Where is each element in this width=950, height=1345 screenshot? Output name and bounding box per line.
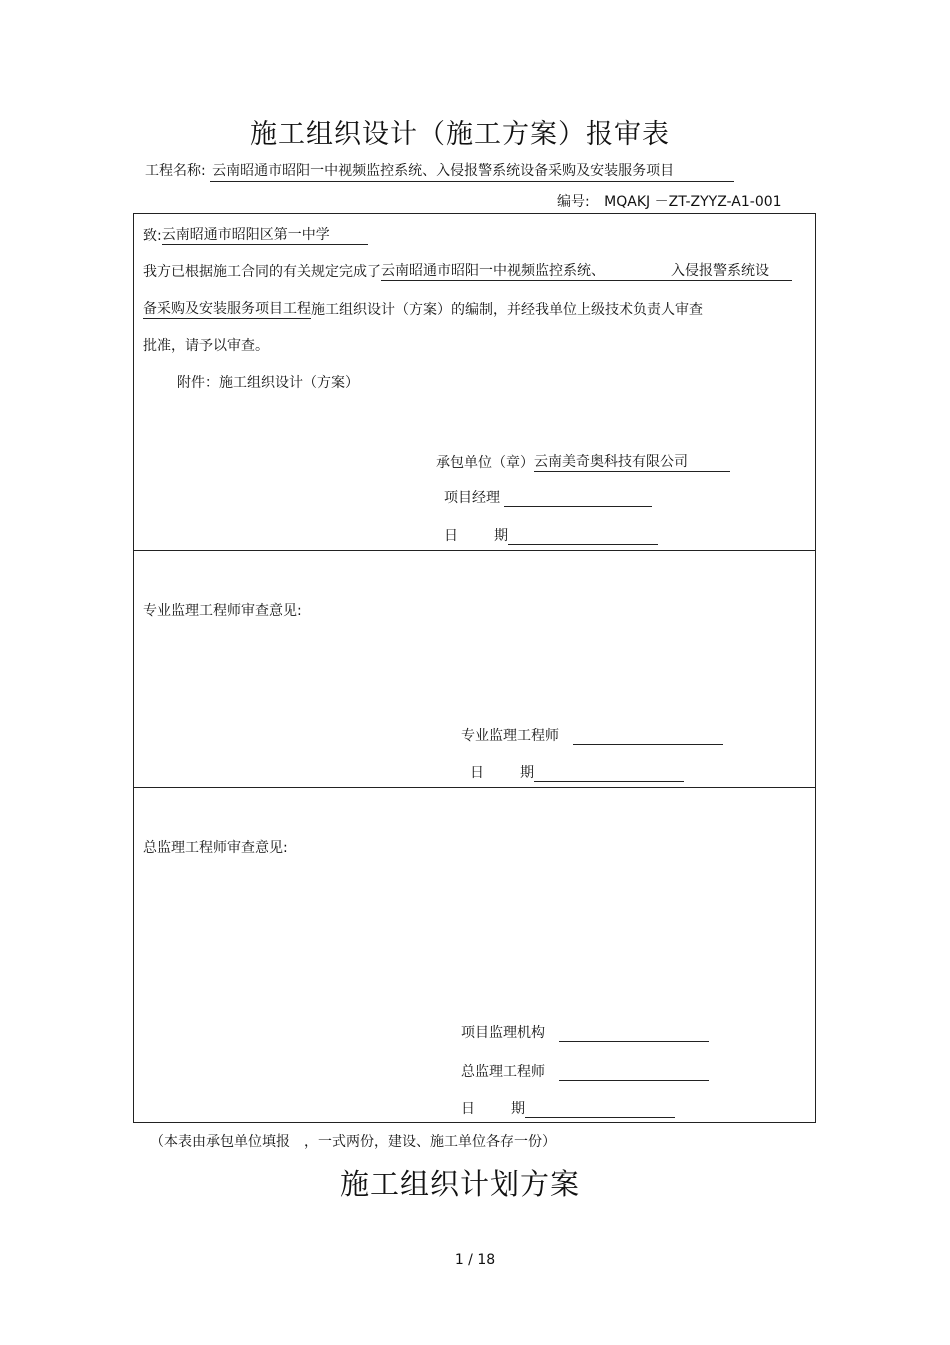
project-name-inline-part-3: 备采购及安装服务项目工程 xyxy=(143,298,311,319)
date-label-part: 期 xyxy=(494,528,508,544)
attachment-line: 附件：施工组织设计（方案） xyxy=(177,375,359,391)
date-label-part: 日 xyxy=(461,1101,475,1117)
page-number: 1 / 18 xyxy=(454,1252,496,1268)
date-label-part: 期 xyxy=(511,1101,525,1117)
form-number-label: 编号: xyxy=(557,194,590,210)
agency-signature-line[interactable] xyxy=(559,1024,709,1042)
project-name-inline-part-2: 入侵报警系统设 xyxy=(671,263,769,279)
manager-row xyxy=(444,487,652,507)
date-line-2[interactable] xyxy=(534,764,684,782)
project-name-inline xyxy=(381,260,792,281)
chief-row xyxy=(461,1061,709,1081)
date-row-1 xyxy=(444,525,658,545)
section-divider-1 xyxy=(134,550,815,551)
section-divider-2 xyxy=(134,787,815,788)
date-line-3[interactable] xyxy=(525,1100,675,1118)
body-line-1 xyxy=(143,260,792,281)
specialist-opinion-label: 专业监理工程师审查意见: xyxy=(143,603,302,619)
review-form-table xyxy=(133,213,816,1123)
agency-row xyxy=(461,1022,709,1042)
contractor-label: 承包单位（章） xyxy=(436,455,534,471)
project-name-inline-part-1: 云南昭通市昭阳一中视频监控系统、 xyxy=(381,263,605,279)
body-text: 我方已根据施工合同的有关规定完成了 xyxy=(143,264,381,280)
addressee-label: 致: xyxy=(143,228,162,244)
engineer-label: 专业监理工程师 xyxy=(461,728,559,744)
date-label-part: 期 xyxy=(520,765,534,781)
engineer-row xyxy=(461,725,723,745)
contractor-value: 云南美奇奥科技有限公司 xyxy=(534,451,730,472)
form-number-value: MQAKJ －ZT-ZYYZ-A1-001 xyxy=(604,194,782,210)
addressee-row xyxy=(143,224,368,245)
chief-label: 总监理工程师 xyxy=(461,1064,545,1080)
form-number-row xyxy=(557,191,782,211)
chief-opinion-label: 总监理工程师审查意见: xyxy=(143,840,288,856)
manager-signature-line[interactable] xyxy=(504,489,652,507)
project-name-row xyxy=(145,160,734,182)
date-line-1[interactable] xyxy=(508,527,658,545)
body-line-2 xyxy=(143,298,703,319)
plan-title: 施工组织计划方案 xyxy=(339,1167,580,1201)
addressee-value: 云南昭通市昭阳区第一中学 xyxy=(162,224,368,245)
date-label-part: 日 xyxy=(470,765,484,781)
contractor-row xyxy=(436,451,730,472)
form-title: 施工组织设计（施工方案）报审表 xyxy=(250,119,670,150)
engineer-signature-line[interactable] xyxy=(573,727,723,745)
project-name-label: 工程名称: xyxy=(145,163,206,179)
form-footnote: （本表由承包单位填报 ，一式两份，建设、施工单位各存一份） xyxy=(150,1134,556,1150)
date-row-2 xyxy=(470,762,684,782)
date-row-3 xyxy=(461,1098,675,1118)
body-line-3: 批准，请予以审查。 xyxy=(143,338,269,354)
date-label-part: 日 xyxy=(444,528,458,544)
manager-label: 项目经理 xyxy=(444,490,500,506)
chief-signature-line[interactable] xyxy=(559,1063,709,1081)
body-text: 施工组织设计（方案）的编制，并经我单位上级技术负责人审查 xyxy=(311,302,703,318)
agency-label: 项目监理机构 xyxy=(461,1025,545,1041)
project-name-value: 云南昭通市昭阳一中视频监控系统、入侵报警系统设备采购及安装服务项目 xyxy=(210,160,734,182)
